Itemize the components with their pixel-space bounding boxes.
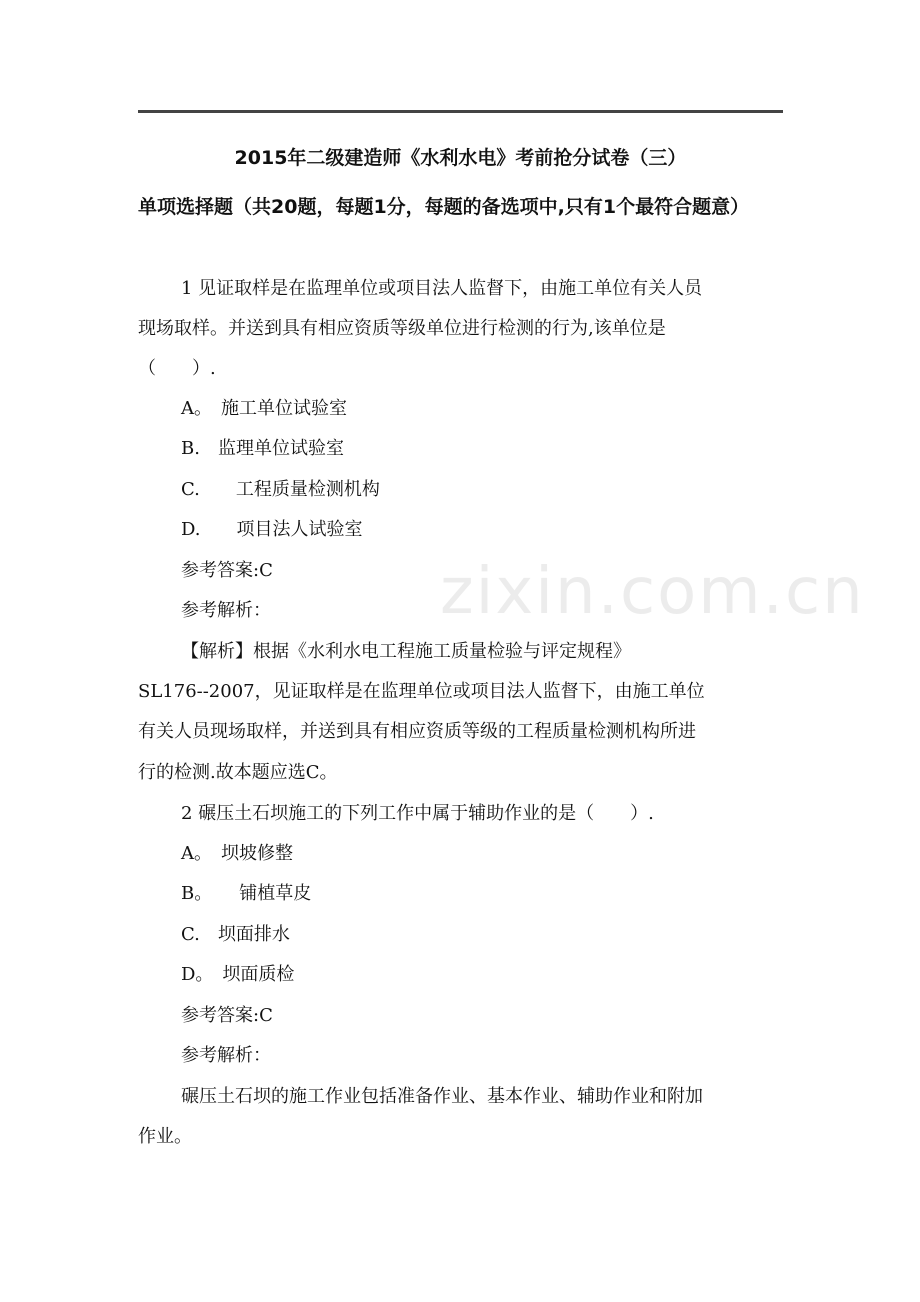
question-1-stem-line-1: 1 见证取样是在监理单位或项目法人监督下，由施工单位有关人员 bbox=[181, 278, 703, 299]
question-2-analysis-line-1: 碾压土石坝的施工作业包括准备作业、基本作业、辅助作业和附加 bbox=[181, 1086, 703, 1107]
question-2-option-c: C. 坝面排水 bbox=[181, 924, 290, 945]
question-1-stem-line-3: （ ）. bbox=[138, 358, 216, 379]
question-1-answer: 参考答案:C bbox=[181, 560, 273, 581]
question-2-option-b: B。 铺植草皮 bbox=[181, 883, 312, 904]
question-1-option-d: D. 项目法人试验室 bbox=[181, 519, 363, 540]
question-2-analysis-line-2: 作业。 bbox=[138, 1126, 192, 1147]
question-2-analysis-label: 参考解析： bbox=[181, 1045, 271, 1066]
question-1-analysis-line-1: 【解析】根据《水利水电工程施工质量检验与评定规程》 bbox=[181, 641, 631, 662]
question-1-analysis-line-4: 行的检测.故本题应选C。 bbox=[138, 762, 338, 783]
watermark: zixin.com.cn bbox=[440, 555, 865, 629]
question-1-option-c: C. 工程质量检测机构 bbox=[181, 479, 380, 500]
section-heading: 单项选择题（共20题，每题1分，每题的备选项中,只有1个最符合题意） bbox=[138, 196, 750, 218]
document-title: 2015年二级建造师《水利水电》考前抢分试卷（三） bbox=[234, 147, 687, 169]
question-1-analysis-line-2: SL176--2007，见证取样是在监理单位或项目法人监督下，由施工单位 bbox=[138, 681, 705, 702]
question-1-stem-line-2: 现场取样。并送到具有相应资质等级单位进行检测的行为,该单位是 bbox=[138, 318, 666, 339]
header-rule bbox=[138, 110, 783, 113]
question-1-option-b: B. 监理单位试验室 bbox=[181, 438, 344, 459]
question-2-answer: 参考答案:C bbox=[181, 1005, 273, 1026]
question-1-analysis-line-3: 有关人员现场取样，并送到具有相应资质等级的工程质量检测机构所进 bbox=[138, 721, 696, 742]
question-2-option-a: A。 坝坡修整 bbox=[181, 843, 293, 864]
question-1-option-a: A。 施工单位试验室 bbox=[181, 398, 347, 419]
question-1-analysis-label: 参考解析： bbox=[181, 600, 271, 621]
question-2-option-d: D。 坝面质检 bbox=[181, 964, 295, 985]
question-2-stem-line-1: 2 碾压土石坝施工的下列工作中属于辅助作业的是（ ）. bbox=[181, 803, 654, 824]
